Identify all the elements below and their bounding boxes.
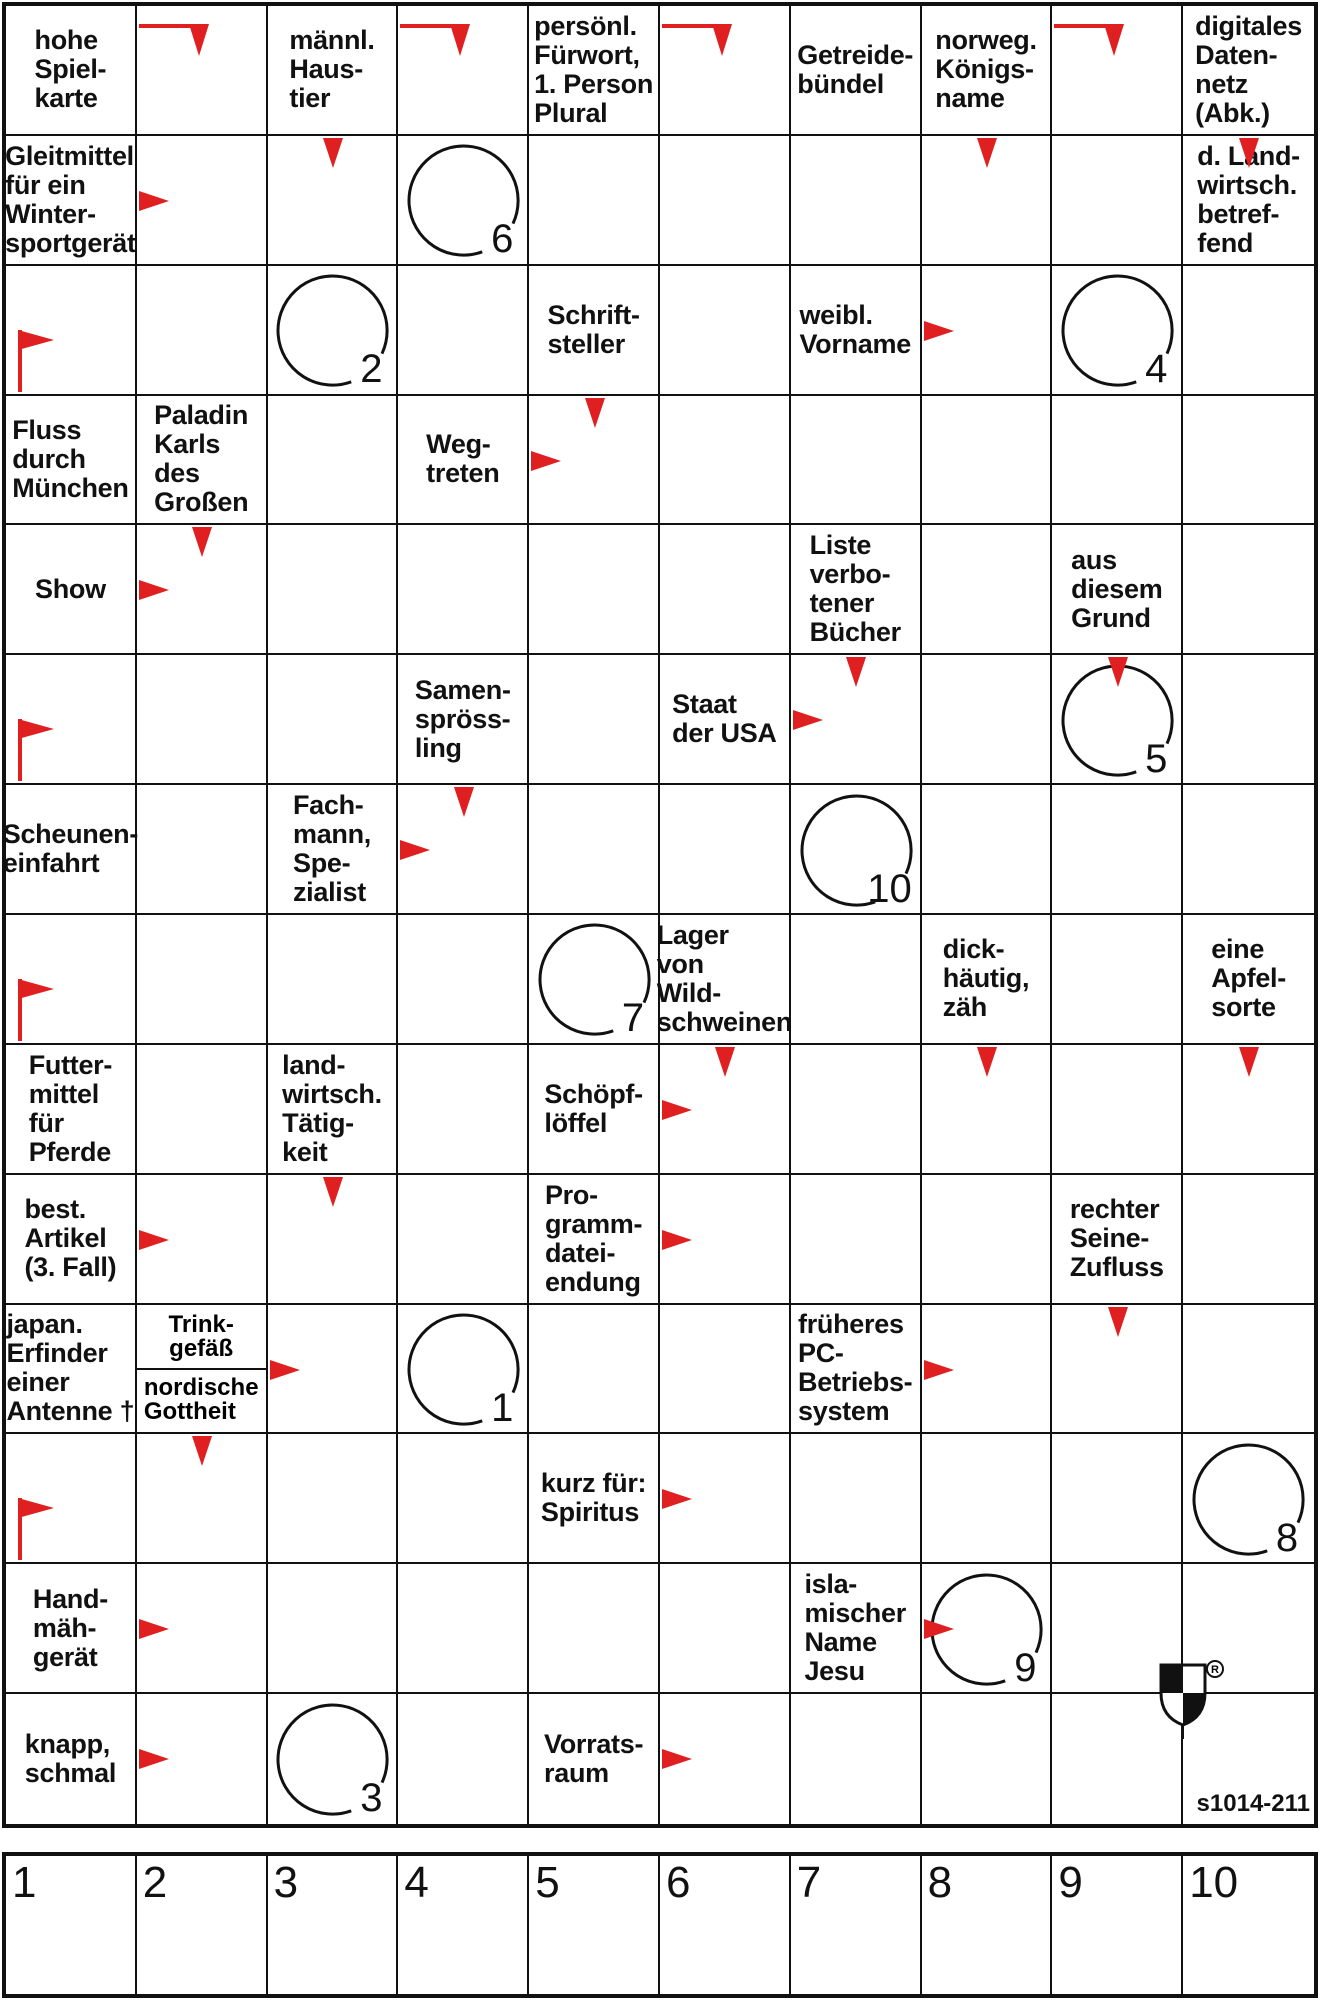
clue-cell	[791, 1305, 922, 1435]
arrow-right-icon	[400, 840, 430, 860]
clue-text: früheres PC- Betriebs- system	[798, 1309, 913, 1427]
solution-cell-number: 1	[12, 1858, 37, 1907]
answer-cell[interactable]	[1183, 1175, 1314, 1305]
answer-cell[interactable]	[398, 1434, 529, 1564]
clue-text: Liste verbo- tener Bücher	[809, 530, 901, 648]
answer-cell[interactable]	[1052, 396, 1183, 526]
clue-text: norweg. Königs- name	[935, 25, 1037, 114]
answer-cell[interactable]	[922, 1434, 1053, 1564]
arrow-right-icon	[139, 1749, 169, 1769]
answer-cell[interactable]	[398, 266, 529, 396]
answer-cell[interactable]	[137, 655, 268, 785]
clue-text: eine Apfel- sorte	[1211, 934, 1286, 1023]
solution-circle-marker	[275, 273, 390, 392]
corner-arrow-right-icon	[18, 979, 58, 1041]
clue-cell	[1183, 915, 1314, 1045]
clue-text: Weg- treten	[426, 429, 500, 489]
solution-circle-marker	[1191, 1442, 1306, 1560]
clue-cell	[529, 1045, 660, 1175]
svg-text:R: R	[1211, 1664, 1220, 1677]
solution-circle-marker	[799, 793, 914, 911]
answer-cell[interactable]	[1183, 396, 1314, 526]
clue-text: Fluss durch München	[12, 414, 129, 503]
solution-cell[interactable]	[137, 1856, 268, 1994]
arrow-right-icon	[139, 580, 169, 600]
arrow-right-icon	[662, 1230, 692, 1250]
solution-cell[interactable]	[1052, 1856, 1183, 1994]
arrow-right-icon	[924, 321, 954, 341]
clue-cell	[268, 6, 399, 136]
clue-cell	[660, 655, 791, 785]
clue-text: land- wirtsch. Tätig- keit	[282, 1049, 382, 1167]
clue-text: hohe Spiel- karte	[34, 25, 107, 114]
solution-cell-number: 5	[535, 1858, 560, 1907]
answer-cell[interactable]	[660, 525, 791, 655]
answer-cell[interactable]	[1052, 1045, 1183, 1175]
answer-cell[interactable]	[922, 1175, 1053, 1305]
clue-cell	[268, 785, 399, 915]
arrow-down-icon	[1108, 657, 1128, 687]
answer-cell[interactable]	[660, 1305, 791, 1435]
answer-cell[interactable]	[660, 266, 791, 396]
answer-cell[interactable]	[1052, 136, 1183, 266]
answer-cell[interactable]	[268, 1434, 399, 1564]
arrow-right-icon	[139, 1230, 169, 1250]
arrow-right-icon	[139, 1619, 169, 1639]
clue-text: Staat der USA	[672, 689, 777, 749]
solution-row	[2, 1852, 1318, 1998]
answer-cell[interactable]	[268, 915, 399, 1045]
clue-cell	[2, 785, 139, 915]
solution-cell[interactable]	[922, 1856, 1053, 1994]
solution-cell[interactable]	[529, 1856, 660, 1994]
split-clue-cell	[137, 1305, 268, 1435]
answer-cell[interactable]	[1183, 1305, 1314, 1435]
clue-cell	[791, 266, 922, 396]
solution-cell-number: 2	[142, 1858, 168, 1907]
arrow-down-icon	[715, 1047, 735, 1077]
arrow-right-icon	[924, 1360, 954, 1380]
solution-cell[interactable]	[398, 1856, 529, 1994]
answer-cell[interactable]	[268, 525, 399, 655]
clue-text: Fach- mann, Spe- zialist	[292, 790, 371, 908]
clue-text: Samen- spröss- ling	[414, 674, 511, 763]
clue-text: kurz für: Spiritus	[540, 1468, 647, 1528]
clue-cell	[1052, 525, 1183, 655]
answer-cell[interactable]	[398, 1045, 529, 1175]
solution-circle-marker	[406, 143, 521, 262]
solution-circle-marker	[406, 1312, 521, 1431]
clue-cell	[6, 1694, 137, 1824]
clue-text: knapp, schmal	[24, 1729, 117, 1789]
circle-number: 9	[1014, 1645, 1037, 1690]
arrow-down-icon	[585, 398, 605, 428]
answer-cell[interactable]	[1052, 915, 1183, 1045]
clue-text: Schrift- steller	[547, 299, 640, 359]
puzzle-code: s1014-211	[1196, 1790, 1310, 1817]
answer-cell[interactable]	[1183, 785, 1314, 915]
answer-cell[interactable]	[1183, 266, 1314, 396]
answer-cell[interactable]	[791, 1175, 922, 1305]
circle-number: 4	[1145, 347, 1168, 392]
arrow-right-icon	[662, 1749, 692, 1769]
arrow-down-icon	[454, 787, 474, 817]
clue-text: best. Artikel (3. Fall)	[24, 1194, 117, 1283]
solution-cell-number: 3	[273, 1858, 299, 1907]
clue-text: aus diesem Grund	[1071, 544, 1163, 633]
answer-cell[interactable]	[660, 396, 791, 526]
answer-cell[interactable]	[1052, 1434, 1183, 1564]
arrow-right-icon	[531, 451, 561, 471]
answer-cell[interactable]	[791, 1045, 922, 1175]
clue-cell	[529, 1434, 660, 1564]
clue-cell	[529, 1175, 660, 1305]
clue-cell	[398, 655, 529, 785]
arrow-right-icon	[270, 1360, 300, 1380]
corner-arrow-down-icon	[139, 24, 201, 60]
solution-cell[interactable]	[1183, 1856, 1314, 1994]
solution-circle-marker	[1060, 273, 1175, 392]
answer-cell[interactable]	[268, 1564, 399, 1694]
solution-circle-marker	[275, 1702, 390, 1820]
solution-cell-number: 7	[796, 1858, 822, 1907]
clue-text: Getreide- bündel	[797, 39, 914, 99]
crossword-grid	[2, 2, 1318, 1828]
corner-arrow-right-icon	[18, 330, 58, 392]
solution-cell[interactable]	[268, 1856, 399, 1994]
answer-cell[interactable]	[529, 525, 660, 655]
answer-cell[interactable]	[529, 785, 660, 915]
clue-cell	[6, 525, 137, 655]
circle-number: 10	[867, 866, 912, 911]
answer-cell[interactable]	[660, 136, 791, 266]
clue-text-bottom: nordische Gottheit	[143, 1374, 259, 1426]
clue-text: Lager von Wild- schweinen	[656, 919, 793, 1037]
answer-cell[interactable]	[529, 655, 660, 785]
arrow-down-icon	[1239, 1047, 1259, 1077]
answer-cell[interactable]	[529, 1305, 660, 1435]
clue-cell	[791, 525, 922, 655]
arrow-down-icon	[1239, 138, 1259, 168]
answer-cell[interactable]	[398, 1175, 529, 1305]
clue-text: Show	[35, 573, 106, 604]
corner-arrow-down-icon	[400, 24, 462, 60]
arrow-right-icon	[793, 710, 823, 730]
clue-text: rechter Seine- Zufluss	[1069, 1194, 1164, 1283]
answer-cell[interactable]	[1052, 785, 1183, 915]
clue-text: Paladin Karls des Großen	[154, 400, 249, 518]
clue-cell	[137, 396, 268, 526]
clue-text: Gleitmittel für ein Winter- sportgerät	[5, 140, 136, 258]
solution-cell-number: 10	[1189, 1858, 1239, 1907]
arrow-right-icon	[924, 1619, 954, 1639]
arrow-down-icon	[1108, 1307, 1128, 1337]
answer-cell[interactable]	[398, 915, 529, 1045]
clue-text: japan. Erfinder einer Antenne †	[6, 1309, 135, 1427]
clue-text: persönl. Fürwort, 1. Person Plural	[534, 10, 654, 128]
arrow-right-icon	[139, 191, 169, 211]
clue-text: Scheunen- einfahrt	[2, 819, 139, 879]
clue-cell	[922, 915, 1053, 1045]
arrow-down-icon	[977, 1047, 997, 1077]
clue-cell	[6, 396, 137, 526]
corner-arrow-right-icon	[18, 719, 58, 781]
answer-cell[interactable]	[1183, 525, 1314, 655]
clue-text: Pro- gramm- datei- endung	[544, 1179, 643, 1297]
clue-cell	[6, 6, 137, 136]
clue-cell	[922, 6, 1053, 136]
answer-cell[interactable]	[137, 1045, 268, 1175]
answer-cell[interactable]	[922, 525, 1053, 655]
circle-number: 3	[360, 1775, 383, 1820]
arrow-right-icon	[662, 1100, 692, 1120]
solution-cell[interactable]	[660, 1856, 791, 1994]
clue-cell	[791, 6, 922, 136]
arrow-right-icon	[662, 1489, 692, 1509]
clue-cell	[6, 1045, 137, 1175]
circle-number: 8	[1275, 1515, 1299, 1560]
answer-cell[interactable]	[922, 785, 1053, 915]
answer-cell[interactable]	[791, 1694, 922, 1824]
solution-cell-number: 9	[1058, 1858, 1083, 1907]
solution-cell-number: 8	[927, 1858, 953, 1907]
solution-cell-number: 6	[666, 1858, 691, 1907]
answer-cell[interactable]	[922, 396, 1053, 526]
arrow-down-icon	[323, 1177, 343, 1207]
clue-text: weibl. Vorname	[799, 299, 911, 359]
clue-text: Vorrats- raum	[544, 1729, 644, 1789]
answer-cell[interactable]	[137, 915, 268, 1045]
clue-text: isla- mischer Name Jesu	[804, 1569, 906, 1687]
answer-cell[interactable]	[660, 785, 791, 915]
clue-cell	[6, 136, 137, 266]
answer-cell[interactable]	[137, 785, 268, 915]
answer-cell[interactable]	[398, 1694, 529, 1824]
clue-text: digitales Daten- netz (Abk.)	[1195, 10, 1302, 128]
answer-cell[interactable]	[398, 525, 529, 655]
arrow-down-icon	[846, 657, 866, 687]
answer-cell[interactable]	[791, 396, 922, 526]
clue-text: Schöpf- löffel	[544, 1078, 643, 1138]
answer-cell[interactable]	[922, 655, 1053, 785]
clue-cell	[268, 1045, 399, 1175]
answer-cell[interactable]	[791, 915, 922, 1045]
answer-cell[interactable]	[1183, 655, 1314, 785]
answer-cell[interactable]	[791, 136, 922, 266]
arrow-down-icon	[977, 138, 997, 168]
circle-number: 6	[491, 217, 514, 262]
circle-number: 1	[491, 1386, 514, 1431]
answer-cell[interactable]	[398, 1564, 529, 1694]
arrow-down-icon	[323, 138, 343, 168]
clue-text: dick- häutig, zäh	[942, 934, 1030, 1023]
answer-cell[interactable]	[529, 1564, 660, 1694]
clue-text: Futter- mittel für Pferde	[28, 1049, 113, 1167]
corner-arrow-right-icon	[18, 1498, 58, 1560]
arrow-down-icon	[192, 1436, 212, 1466]
clue-cell	[6, 1305, 137, 1435]
arrow-down-icon	[192, 527, 212, 557]
corner-arrow-down-icon	[662, 24, 724, 60]
clue-text-top: Trink- gefäß	[168, 1310, 234, 1362]
circle-number: 7	[621, 996, 645, 1041]
clue-cell	[1052, 1175, 1183, 1305]
publisher-logo-icon	[1153, 1659, 1233, 1744]
answer-cell[interactable]	[529, 136, 660, 266]
clue-text: männl. Haus- tier	[289, 25, 375, 114]
answer-cell[interactable]	[137, 266, 268, 396]
answer-cell[interactable]	[791, 1434, 922, 1564]
clue-cell	[529, 266, 660, 396]
clue-text: Hand- mäh- gerät	[32, 1583, 108, 1672]
solution-circle-marker	[537, 922, 652, 1041]
circle-number: 2	[360, 347, 383, 392]
clue-cell	[656, 915, 793, 1045]
circle-number: 5	[1145, 736, 1168, 781]
answer-cell[interactable]	[268, 396, 399, 526]
answer-cell[interactable]	[922, 1694, 1053, 1824]
clue-cell	[6, 1175, 137, 1305]
solution-cell[interactable]	[791, 1856, 922, 1994]
answer-cell[interactable]	[660, 1564, 791, 1694]
clue-cell	[398, 396, 529, 526]
clue-cell	[1183, 6, 1314, 136]
answer-cell[interactable]	[268, 655, 399, 785]
clue-cell	[529, 6, 660, 136]
clue-cell	[791, 1564, 922, 1694]
solution-cell[interactable]	[6, 1856, 137, 1994]
clue-cell	[529, 1694, 660, 1824]
clue-text: d. Land- wirtsch. betref- fend	[1197, 140, 1300, 258]
clue-cell	[6, 1564, 137, 1694]
corner-arrow-down-icon	[1054, 24, 1116, 60]
solution-cell-number: 4	[404, 1858, 429, 1907]
